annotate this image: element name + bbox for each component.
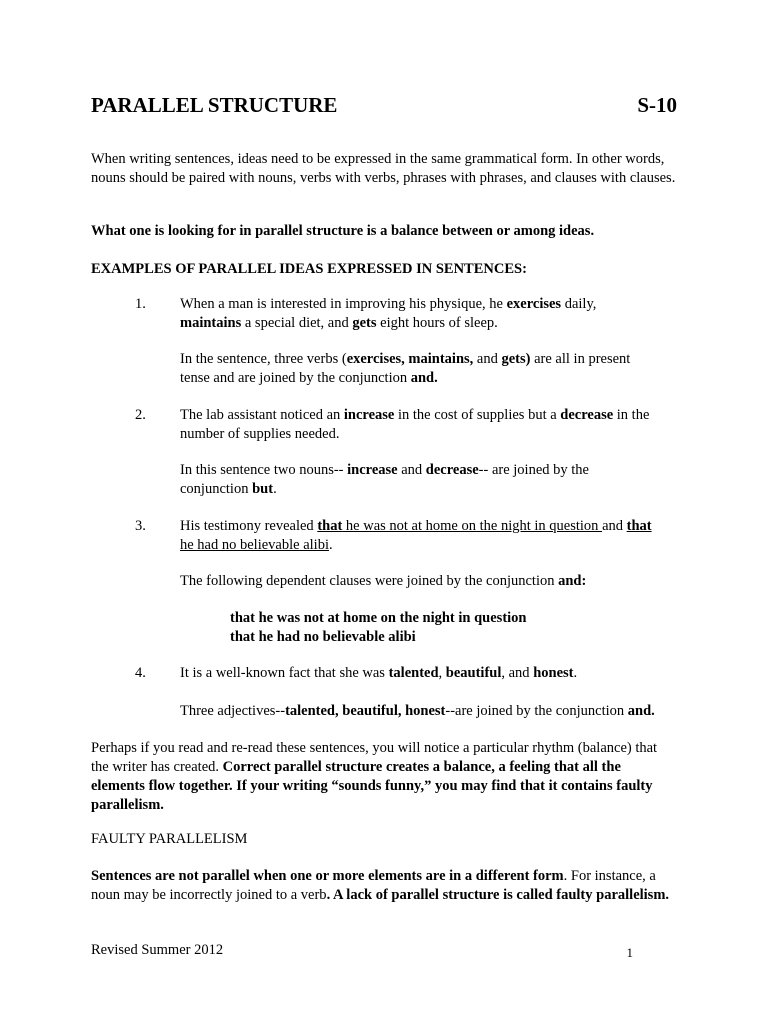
example-3-sentence [180,517,677,555]
text: he was not at home on the night in question [342,518,603,534]
clause-2: that he had no believable alibi [230,629,416,645]
text: . [573,665,578,681]
text: In this sentence two nouns-- [180,462,348,478]
document-page [91,0,677,1024]
example-1-explanation [180,350,677,388]
example-4-explanation [180,702,677,721]
bold-text: and. [627,703,655,719]
example-4-sentence [180,664,677,683]
example-2-explanation [180,461,677,499]
faulty-paragraph [91,867,677,905]
text: His testimony revealed [180,518,318,534]
bold-text: and. [410,370,438,386]
page-number: 1 [626,945,633,960]
text: -- are joined by the [478,462,589,478]
faulty-heading: FAULTY PARALLELISM [91,831,248,847]
text: he had no believable alibi [180,537,329,553]
text: eight hours of sleep. [376,315,498,331]
text: , [438,665,446,681]
bold-text: but [252,481,274,497]
text: conjunction [180,481,253,497]
bold-text: gets) [501,351,531,367]
revision-note: Revised Summer 2012 [91,942,224,958]
example-3-explanation [180,572,677,591]
text: and [397,462,426,478]
text: When a man is interested in improving his physique, he [180,296,507,312]
examples-heading-text: EXAMPLES OF PARALLEL IDEAS EXPRESSED IN SENTENCES: [91,261,527,277]
bold-text: increase [343,407,395,423]
bold-text: increase [347,462,398,478]
text: It is a well-known fact that she was [180,665,389,681]
page-title: PARALLEL STRUCTURE [91,93,338,117]
text: and [602,518,627,534]
bold-text: maintains [180,315,242,331]
intro-paragraph: When writing sentences, ideas need to be expressed in the same grammatical form. In other words, nouns should be paired with nouns, verbs with verbs, phrases with phrases, and clauses with clauses. [91,151,676,186]
bold-text: that [626,518,652,534]
bold-text: decrease [560,407,614,423]
text: . For instance, a noun may be incorrectly joined to a verb [91,868,656,903]
text: The following dependent clauses were joined by the conjunction [180,573,559,589]
key-idea-text: What one is looking for in parallel structure is a balance between or among ideas. [91,223,595,239]
text: a special diet, and [241,315,353,331]
bold-text: talented [388,665,439,681]
text: . [328,537,333,553]
text: --are joined by the conjunction [445,703,628,719]
example-4-number: 4. [135,665,146,681]
example-1-sentence [180,295,677,333]
bold-text: decrease [425,462,479,478]
clause-1: that he was not at home on the night in question [230,610,527,626]
text: are all in present [530,351,631,367]
bold-text: Sentences are not parallel when one or more elements are in a different form [91,868,564,884]
text: In the sentence, three verbs ( [180,351,347,367]
text: Perhaps if you read and re-read these sentences, you will notice a particular rhythm (balance) that the writer has created. [91,740,658,775]
text: and [473,351,502,367]
text: in the [613,407,650,423]
example-2-number: 2. [135,407,146,423]
bold-text: and: [558,573,587,589]
bold-text: Correct parallel structure creates a balance, a feeling that all the elements flow together. If your writing “sounds funny,” you may find that it contains faulty parallelism. [91,759,653,813]
text: , and [501,665,534,681]
bold-text: exercises [506,296,562,312]
example-3-number: 3. [135,518,146,534]
clause-list [230,609,527,647]
rhythm-paragraph [91,739,677,815]
text: in the cost of supplies but a [394,407,561,423]
key-idea [91,222,677,241]
text: Three adjectives-- [180,703,286,719]
bold-text: . A lack of parallel structure is called faulty parallelism. [326,887,670,903]
text: . [273,481,277,497]
example-1-number: 1. [135,296,146,312]
bold-text: beautiful [445,665,502,681]
text: tense and are joined by the conjunction [180,370,411,386]
bold-text: gets [352,315,377,331]
underlined-clause [317,518,602,534]
bold-text: exercises, maintains, [346,351,474,367]
document-code: S-10 [637,93,677,117]
bold-text: that [317,518,343,534]
bold-text: honest [533,665,574,681]
example-2-sentence [180,406,677,444]
text: number of supplies needed. [180,426,340,442]
bold-text: talented, beautiful, honest [285,703,446,719]
text: daily, [561,296,597,312]
examples-heading [91,260,527,279]
text: The lab assistant noticed an [180,407,344,423]
